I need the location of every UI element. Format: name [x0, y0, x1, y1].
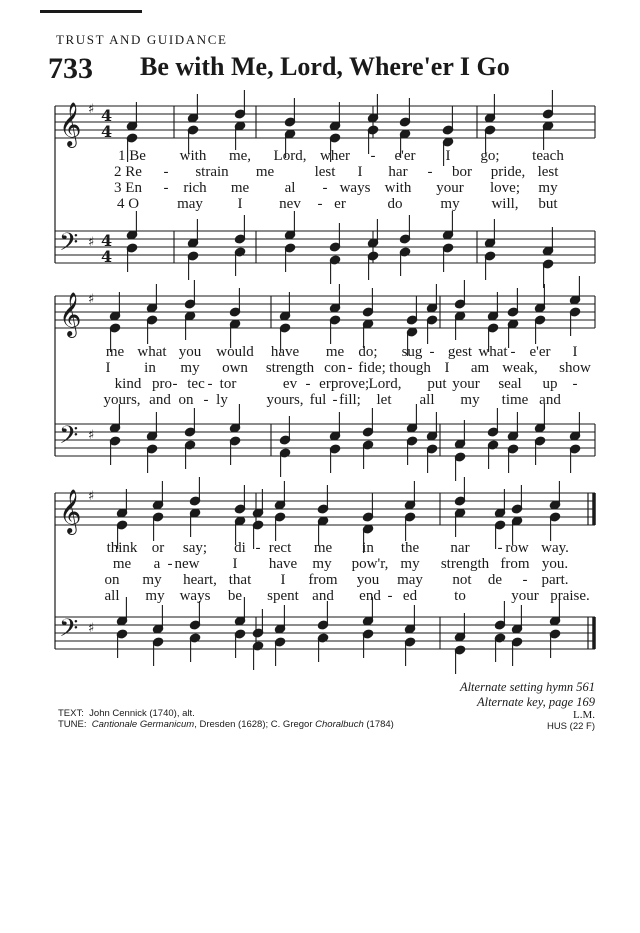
- sharp-icon: ♯: [88, 235, 95, 250]
- lyric-syllable: from: [308, 572, 338, 588]
- lyric-syllable: ways: [339, 180, 371, 196]
- lyric-syllable: your: [452, 376, 480, 392]
- lyric-syllable: -: [317, 196, 323, 212]
- tune-label: TUNE:: [58, 719, 87, 730]
- lyric-line-4: [0, 392, 640, 408]
- lyric-syllable: row: [505, 540, 529, 556]
- lyric-syllable: I: [280, 572, 286, 588]
- lyric-syllable: or: [151, 540, 165, 556]
- lyric-syllable: I: [444, 360, 450, 376]
- lyric-syllable: my: [538, 180, 558, 196]
- sharp-icon: ♯: [88, 621, 95, 636]
- lyric-syllable: ways: [179, 588, 211, 604]
- lyric-syllable: and: [149, 392, 171, 408]
- lyric-syllable: -: [332, 392, 338, 408]
- bass-clef-icon: 𝄢: [59, 614, 79, 649]
- lyric-syllable: I: [357, 164, 363, 180]
- lyric-syllable: er: [319, 376, 331, 392]
- time-signature: 4: [101, 231, 113, 250]
- tune-credit-end: (1784): [363, 719, 394, 730]
- lyric-syllable: think: [106, 540, 138, 556]
- lyric-syllable: your: [511, 588, 539, 604]
- lyric-syllable: nev: [279, 196, 301, 212]
- lyric-syllable: 1 Be: [118, 148, 146, 164]
- tune-credit: [58, 719, 394, 730]
- lyric-syllable: -: [347, 360, 353, 376]
- lyric-syllable: -: [387, 588, 393, 604]
- lyric-syllable: with: [179, 148, 207, 164]
- lyric-syllable: ful: [309, 392, 327, 408]
- lyric-syllable: from: [500, 556, 530, 572]
- lyric-syllable: my: [312, 556, 332, 572]
- lyric-syllable: 3 En: [114, 180, 142, 196]
- lyric-syllable: in: [144, 360, 156, 376]
- bass-clef-icon: 𝄢: [59, 421, 79, 456]
- lyric-syllable: tec: [187, 376, 205, 392]
- lyric-syllable: do;: [358, 344, 378, 360]
- lyric-syllable: love;: [490, 180, 520, 196]
- lyric-syllable: pride,: [490, 164, 526, 180]
- lyric-syllable: you: [178, 344, 202, 360]
- lyric-line-2: [0, 164, 640, 180]
- lyric-syllable: strain: [195, 164, 229, 180]
- lyric-syllable: ed: [402, 588, 418, 604]
- lyric-syllable: -: [572, 376, 578, 392]
- lyric-syllable: that: [228, 572, 252, 588]
- lyric-syllable: my: [460, 392, 480, 408]
- lyric-syllable: -: [163, 180, 169, 196]
- sharp-icon: ♯: [88, 102, 95, 117]
- lyric-syllable: have: [270, 344, 300, 360]
- lyric-syllable: I: [232, 556, 238, 572]
- lyric-syllable: end: [359, 588, 381, 604]
- treble-clef-icon: 𝄞: [59, 292, 82, 336]
- tune-code: HUS (22 F): [546, 721, 595, 732]
- lyric-line-3: [0, 180, 640, 196]
- lyric-syllable: way.: [541, 540, 569, 556]
- lyric-syllable: lest: [314, 164, 336, 180]
- meter: L.M.: [573, 709, 595, 721]
- lyric-syllable: you.: [541, 556, 569, 572]
- lyric-syllable: part.: [541, 572, 569, 588]
- lyric-syllable: me: [112, 556, 132, 572]
- lyric-syllable: am: [470, 360, 490, 376]
- lyric-syllable: -: [510, 344, 516, 360]
- tune-name: Cantionale Germanicum: [91, 719, 195, 730]
- lyric-syllable: though: [389, 360, 431, 376]
- lyric-syllable: my: [142, 572, 162, 588]
- lyric-line-1: [0, 540, 640, 556]
- lyric-syllable: on: [178, 392, 194, 408]
- lyric-syllable: all: [419, 392, 435, 408]
- lyric-syllable: my: [440, 196, 460, 212]
- lyric-syllable: yours,: [266, 392, 304, 408]
- lyric-syllable: in: [362, 540, 374, 556]
- lyric-syllable: me: [230, 180, 250, 196]
- lyric-syllable: spent: [267, 588, 299, 604]
- lyric-syllable: may: [397, 572, 423, 588]
- lyric-syllable: tor: [219, 376, 237, 392]
- lyric-syllable: har: [388, 164, 408, 180]
- text-label: TEXT:: [58, 708, 84, 719]
- lyric-syllable: -: [370, 148, 376, 164]
- lyric-syllable: -: [322, 180, 328, 196]
- treble-clef-icon: 𝄞: [59, 489, 82, 533]
- lyric-syllable: fill;: [339, 392, 361, 408]
- lyric-syllable: -: [172, 376, 178, 392]
- lyric-syllable: me: [325, 344, 345, 360]
- lyric-syllable: time: [501, 392, 529, 408]
- lyric-syllable: lest: [537, 164, 559, 180]
- lyric-syllable: rect: [268, 540, 292, 556]
- lyric-syllable: seal: [498, 376, 522, 392]
- lyric-syllable: di: [234, 540, 246, 556]
- lyric-syllable: me,: [228, 148, 252, 164]
- lyric-syllable: say;: [182, 540, 208, 556]
- lyric-syllable: e'er: [529, 344, 551, 360]
- lyric-syllable: teach: [532, 148, 564, 164]
- lyric-syllable: -: [427, 164, 433, 180]
- lyric-syllable: sug: [401, 344, 423, 360]
- lyric-syllable: I: [105, 360, 111, 376]
- lyric-line-4: [0, 588, 640, 604]
- lyric-syllable: and: [539, 392, 561, 408]
- lyric-syllable: my: [400, 556, 420, 572]
- time-signature: 4: [101, 106, 113, 125]
- lyric-syllable: yours,: [103, 392, 141, 408]
- lyric-syllable: ev: [282, 376, 298, 392]
- lyric-syllable: kind: [114, 376, 142, 392]
- lyric-syllable: on: [104, 572, 120, 588]
- alternate-setting: Alternate setting hymn 561: [459, 680, 595, 694]
- lyric-syllable: e'er: [394, 148, 416, 164]
- lyric-syllable: -: [305, 376, 311, 392]
- lyric-syllable: wher: [320, 148, 350, 164]
- lyric-syllable: 2 Re: [114, 164, 142, 180]
- lyric-syllable: prove;: [330, 376, 370, 392]
- lyric-syllable: strength: [265, 360, 315, 376]
- lyric-syllable: ly: [216, 392, 228, 408]
- lyric-syllable: with: [384, 180, 412, 196]
- lyric-line-1: [0, 148, 640, 164]
- lyric-syllable: I: [572, 344, 578, 360]
- lyric-syllable: what: [478, 344, 508, 360]
- lyric-syllable: my: [180, 360, 200, 376]
- time-signature: 4: [101, 122, 113, 141]
- lyric-syllable: Lord,: [273, 148, 307, 164]
- time-signature: 4: [101, 247, 113, 266]
- lyric-syllable: my: [145, 588, 165, 604]
- lyric-syllable: bor: [452, 164, 472, 180]
- lyric-line-2: [0, 360, 640, 376]
- lyric-syllable: -: [163, 164, 169, 180]
- hymn-title: Be with Me, Lord, Where'er I Go: [140, 52, 510, 81]
- lyric-syllable: rich: [183, 180, 207, 196]
- lyric-syllable: -: [497, 540, 503, 556]
- lyric-syllable: to: [454, 588, 466, 604]
- lyric-syllable: 4 O: [116, 196, 140, 212]
- lyric-syllable: own: [222, 360, 248, 376]
- bass-clef-icon: 𝄢: [59, 228, 79, 263]
- lyric-syllable: fide;: [358, 360, 386, 376]
- lyric-syllable: let: [376, 392, 392, 408]
- lyric-syllable: -: [167, 556, 173, 572]
- lyric-syllable: what: [137, 344, 167, 360]
- hymn-number: 733: [48, 52, 93, 85]
- lyric-syllable: gest: [447, 344, 473, 360]
- lyric-syllable: have: [268, 556, 298, 572]
- lyric-syllable: all: [104, 588, 120, 604]
- lyric-syllable: the: [400, 540, 420, 556]
- lyric-syllable: put: [427, 376, 447, 392]
- lyric-syllable: your: [436, 180, 464, 196]
- text-author: John Cennick (1740), alt.: [89, 708, 195, 719]
- lyric-syllable: pow'r,: [351, 556, 389, 572]
- lyric-syllable: up: [542, 376, 558, 392]
- lyric-syllable: me: [255, 164, 275, 180]
- lyric-syllable: me: [105, 344, 125, 360]
- lyric-syllable: -: [207, 376, 213, 392]
- sharp-icon: ♯: [88, 489, 95, 504]
- lyric-syllable: nar: [450, 540, 470, 556]
- lyric-syllable: I: [237, 196, 243, 212]
- section-heading: TRUST AND GUIDANCE: [56, 32, 228, 47]
- lyric-syllable: Lord,: [368, 376, 402, 392]
- lyric-syllable: go;: [480, 148, 500, 164]
- lyric-syllable: you: [356, 572, 380, 588]
- tune-credit-mid: , Dresden (1628); C. Gregor: [194, 719, 316, 730]
- lyric-syllable: may: [177, 196, 203, 212]
- lyric-line-3: [0, 376, 640, 392]
- lyric-syllable: -: [203, 392, 209, 408]
- lyric-syllable: I: [445, 148, 451, 164]
- sharp-icon: ♯: [88, 428, 95, 443]
- lyric-syllable: pro: [152, 376, 172, 392]
- lyric-syllable: er: [334, 196, 346, 212]
- tune-source: Choralbuch: [315, 719, 364, 730]
- lyric-syllable: me: [313, 540, 333, 556]
- lyric-syllable: would: [216, 344, 254, 360]
- lyric-line-1: [0, 344, 640, 360]
- lyric-syllable: will,: [491, 196, 519, 212]
- lyric-syllable: con: [324, 360, 346, 376]
- alternate-key: Alternate key, page 169: [476, 695, 595, 709]
- lyric-line-4: [0, 196, 640, 212]
- sharp-icon: ♯: [88, 292, 95, 307]
- lyric-line-2: [0, 556, 640, 572]
- lyric-syllable: but: [538, 196, 558, 212]
- lyric-syllable: weak,: [502, 360, 538, 376]
- lyric-syllable: praise.: [550, 588, 590, 604]
- treble-clef-icon: 𝄞: [59, 102, 82, 146]
- lyric-syllable: not: [452, 572, 472, 588]
- lyric-syllable: be: [227, 588, 243, 604]
- lyric-syllable: -: [429, 344, 435, 360]
- lyric-syllable: -: [522, 572, 528, 588]
- lyric-syllable: a: [153, 556, 161, 572]
- lyric-syllable: -: [255, 540, 261, 556]
- text-credit: [58, 708, 195, 719]
- lyric-syllable: al: [284, 180, 296, 196]
- lyric-syllable: heart,: [183, 572, 217, 588]
- lyric-syllable: de: [487, 572, 503, 588]
- lyric-syllable: strength: [440, 556, 490, 572]
- lyric-syllable: show: [559, 360, 591, 376]
- lyric-line-3: [0, 572, 640, 588]
- lyric-syllable: and: [312, 588, 334, 604]
- lyric-syllable: do: [387, 196, 403, 212]
- lyric-syllable: new: [174, 556, 200, 572]
